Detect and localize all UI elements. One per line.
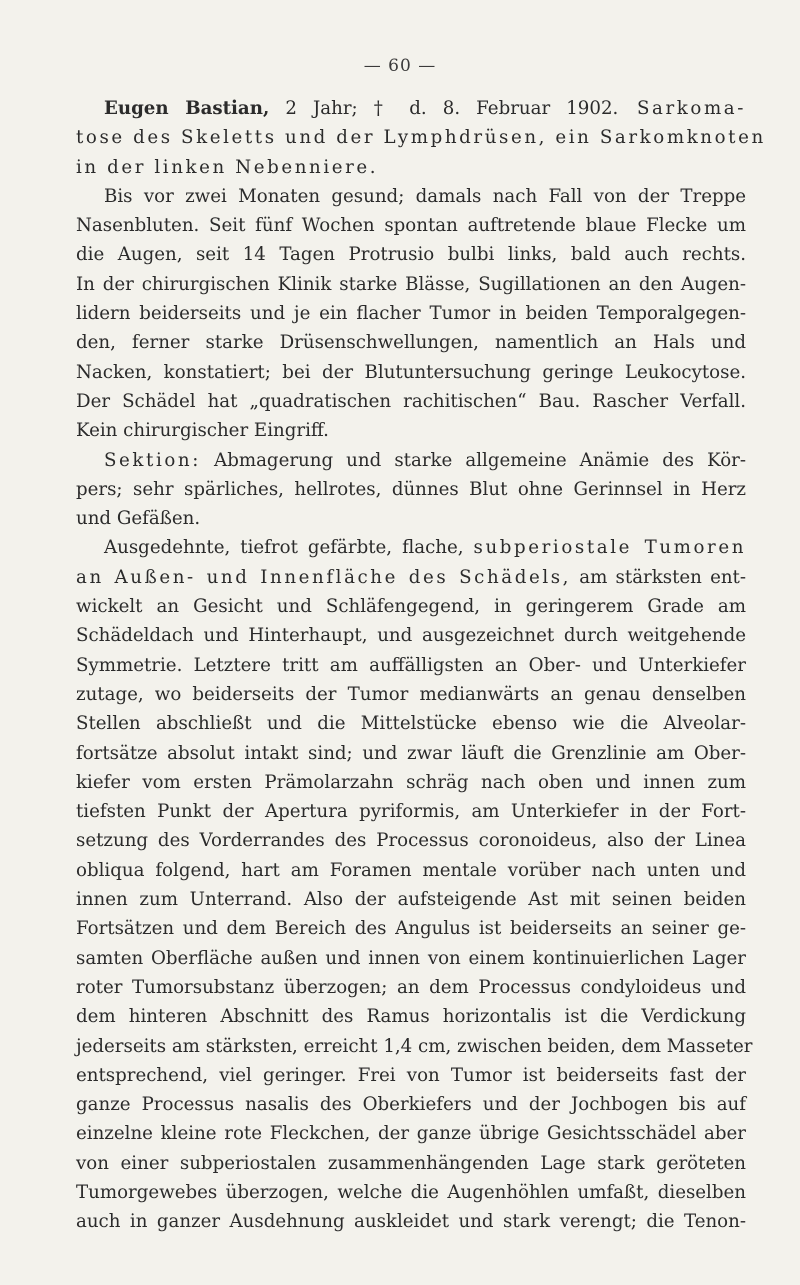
text-line: pers; sehr spärliches, hellrotes, dünnes Blut ohne Gerinnsel in Herz [76,478,746,500]
text-line: Nasenbluten. Seit fünf Wochen spontan auftretende blaue Flecke um [76,215,746,237]
text-line: Der Schädel hat „quadratischen rachitischen“ Bau. Rascher Verfall. [76,390,746,412]
text-line: Tumorgewebes überzogen, welche die Augenhöhlen umfaßt, dieselben [76,1181,746,1203]
emphasis-term: subperiostale Tumoren [473,537,747,559]
text-line: Bis vor zwei Monaten gesund; damals nach Fall von der Treppe [104,185,746,207]
text-line: jederseits am stärksten, erreicht 1,4 cm, zwischen beiden, dem Masseter [76,1035,753,1057]
diagnosis-line: in der linken Nebenniere. [76,156,379,178]
text-line [76,533,746,562]
section-label: Sektion: [104,449,201,471]
text-line: Kein chirurgischer Eingriff. [76,420,329,442]
section-line [76,446,746,475]
text-line: Fortsätzen und dem Bereich des Angulus ist beiderseits an seiner ge- [76,918,746,940]
text-line: setzung des Vorderrandes des Processus coronoideus, also der Linea [76,830,746,852]
text-line: Nacken, konstatiert; bei der Blutuntersuchung geringe Leukocytose. [76,361,746,383]
text-line: Stellen abschließt und die Mittelstücke ebenso wie die Alveolar- [76,713,746,735]
text-line: roter Tumorsubstanz überzogen; an dem Processus condyloideus und [76,976,746,998]
diagnosis-line: tose des Skeletts und der Lymphdrüsen, ein Sarkomknoten [76,127,766,149]
page-number: — 60 — [363,56,437,76]
text-line: innen zum Unterrand. Also der aufsteigende Ast mit seinen beiden [76,889,746,911]
patient-name: Eugen Bastian, [104,98,270,119]
text-line: In der chirurgischen Klinik starke Blässe, Sugillationen an den Augen- [76,273,746,295]
text-line: Symmetrie. Letztere tritt am auffälligsten an Ober- und Unterkiefer [76,654,746,676]
text-line: samten Oberfläche außen und innen von einem kontinuierlichen Lager [76,947,746,969]
text-line: Schädeldach und Hinterhaupt, und ausgezeichnet durch weitgehende [76,625,746,647]
text-line: obliqua folgend, hart am Foramen mentale vorüber nach unten und [76,859,746,881]
text-line: auch in ganzer Ausdehnung auskleidet und stark verengt; die Tenon- [76,1211,746,1233]
text-line: die Augen, seit 14 Tagen Protrusio bulbi links, bald auch rechts. [76,244,746,266]
text-line: fortsätze absolut intakt sind; und zwar läuft die Grenzlinie am Ober- [76,742,746,764]
text-line: kiefer vom ersten Prämolarzahn schräg nach oben und innen zum [76,771,746,793]
body-text [76,94,766,1237]
text-line: dem hinteren Abschnitt des Ramus horizontalis ist die Verdickung [76,1006,746,1028]
text-line: zutage, wo beiderseits der Tumor medianwärts an genau denselben [76,683,746,705]
diagnosis-start: Sarkoma- [618,98,746,119]
text-line: einzelne kleine rote Fleckchen, der ganze übrige Gesichtsschädel aber [76,1123,746,1145]
text-line: von einer subperiostalen zusammenhängenden Lage stark geröteten [76,1152,746,1174]
case-heading-line [76,94,746,123]
text-line: den, ferner starke Drüsenschwellungen, namentlich an Hals und [76,332,746,354]
text-segment: Ausgedehnte, tiefrot gefärbte, flache, [104,537,474,559]
text-line: entsprechend, viel geringer. Frei von Tumor ist beiderseits fast der [76,1064,746,1086]
text-segment: am stärksten ent- [571,566,746,588]
case-dates: 2 Jahr; † d. 8. Februar 1902. [269,98,619,119]
text-line: und Gefäßen. [76,508,201,530]
text-line: tiefsten Punkt der Apertura pyriformis, am Unterkiefer in der Fort- [76,801,746,823]
text-line: lidern beiderseits und je ein flacher Tumor in beiden Temporalgegen- [76,303,746,325]
emphasis-term: an Außen- und Innenfläche des Schädels, [76,566,572,588]
text-line [76,563,746,592]
text-line: ganze Processus nasalis des Oberkiefers und der Jochbogen bis auf [76,1094,746,1116]
section-text: Abmagerung und starke allgemeine Anämie des Kör- [200,449,746,471]
text-line: wickelt an Gesicht und Schläfengegend, in geringerem Grade am [76,596,746,618]
